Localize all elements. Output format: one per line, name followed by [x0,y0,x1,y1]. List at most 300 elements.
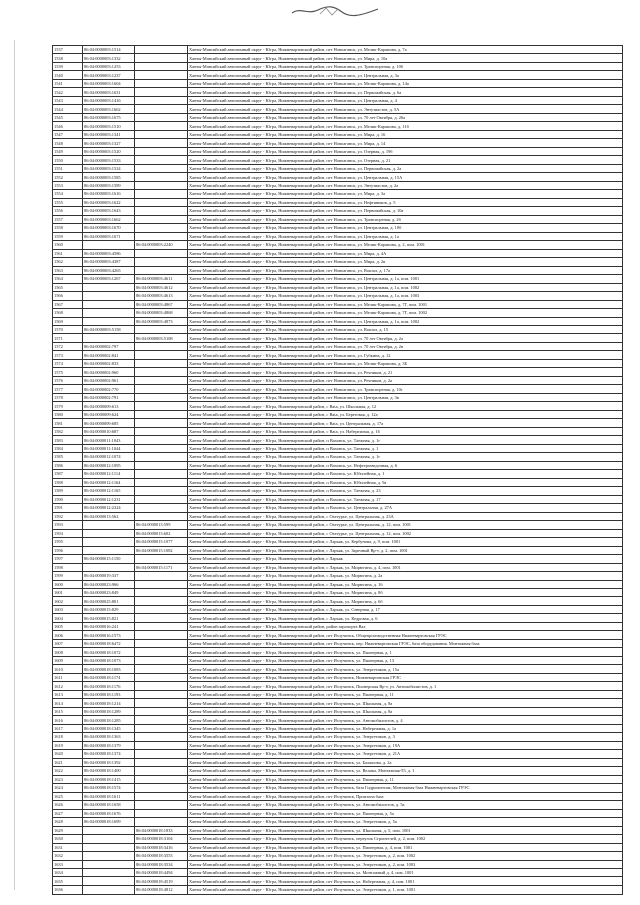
row-number-cell: 1577 [53,385,83,393]
cadastral-number-cell: 86:04:0000003:1671 [83,232,135,240]
premises-number-cell [135,784,188,792]
cadastral-number-cell: 86:04:0000002:841 [83,351,135,359]
address-cell: Ханты-Мансийский автономный округ - Югра, Нижневартовский район, пгт Новоаганск, ул. Вокзал, д. 17а [188,266,623,274]
row-number-cell: 1624 [53,784,83,792]
table-row [53,775,623,783]
row-number-cell: 1594 [53,529,83,537]
premises-number-cell [135,555,188,563]
table-row [53,733,623,741]
cadastral-number-cell: 86:04:0000003:1631 [83,88,135,96]
cadastral-number-cell: 86:04:0000015:821 [83,614,135,622]
cadastral-number-cell: 86:04:0000018:1658 [83,801,135,809]
premises-number-cell [135,359,188,367]
address-cell: Ханты-Мансийский автономный округ - Югра, Нижневартовский район, с Ларьяк, ул. Мирюгина, д. 16 [188,580,623,588]
table-row [53,342,623,350]
cadastral-number-cell [83,877,135,885]
row-number-cell: 1636 [53,885,83,894]
address-cell: Ханты-Мансийский автономный округ - Югра, Нижневартовский район, пгт Новоаганск, ул. Энтузиастов, д. 5А [188,105,623,113]
cadastral-number-cell [83,843,135,851]
cadastral-number-cell [83,241,135,249]
premises-number-cell [135,368,188,376]
premises-number-cell: 86:04:0000018:4812 [135,885,188,894]
premises-number-cell [135,266,188,274]
table-row [53,589,623,597]
row-number-cell: 1606 [53,631,83,639]
table-row [53,470,623,478]
row-number-cell: 1578 [53,393,83,401]
cadastral-number-cell: 86:04:0000018:1289 [83,707,135,715]
address-cell: Ханты-Мансийский автономный округ - Югра, Нижневартовский район, п Ваховск, ул. Таежная, д. 1 [188,444,623,452]
row-number-cell: 1557 [53,215,83,223]
table-row [53,393,623,401]
cadastral-number-cell: 86:04:0000018:1392 [83,758,135,766]
address-cell: Ханты-Мансийский автономный округ - Югра, Нижневартовский район, пгт Новоаганск, ул. Мира, д. 3а [188,190,623,198]
cadastral-number-cell: 86:04:0000003:4586 [83,249,135,257]
premises-number-cell: 86:04:0000018:3104 [135,835,188,843]
table-row [53,283,623,291]
table-row [53,309,623,317]
cadastral-number-cell: 86:04:0000023:966 [83,580,135,588]
address-cell: Ханты-Мансийский автономный округ - Югра, Нижневартовский район, с Ларьяк, ул. Заречный Вр-т, д. 2, пом. 1001 [188,546,623,554]
premises-number-cell [135,512,188,520]
address-cell: Ханты-Мансийский автономный округ - Югра, Нижневартовский район, пгт Новоаганск, ул. Мира, д. 4А [188,249,623,257]
table-row [53,368,623,376]
cadastral-number-cell: 86:04:0000003:1332 [83,54,135,62]
cadastral-number-cell [83,300,135,308]
cadastral-number-cell: 86:04:0000013:562 [83,512,135,520]
premises-number-cell [135,699,188,707]
address-cell: Ханты-Мансийский автономный округ - Югра, Нижневартовский район, пгт Излучинск, Нижневартовская ГРЭС [188,673,623,681]
premises-number-cell [135,232,188,240]
address-cell: Ханты-Мансийский автономный округ - Югра, Нижневартовский район, пгт Излучинск, Промзона база [188,792,623,800]
table-row [53,750,623,758]
table-row [53,241,623,249]
address-cell: Ханты-Мансийский автономный округ - Югра, Нижневартовский район, пгт Новоаганск, ул. Центральная, д. 4 [188,96,623,104]
table-row [53,232,623,240]
table-row [53,563,623,571]
premises-number-cell [135,139,188,147]
cadastral-number-cell: 86:04:0000018:6472 [83,639,135,647]
cadastral-number-cell: 86:04:0000010:687 [83,427,135,435]
cadastral-number-cell: 86:04:0000012:1074 [83,453,135,461]
scan-noise-mark [290,4,380,18]
cadastral-number-cell: 86:04:0000003:1533 [83,156,135,164]
premises-number-cell [135,122,188,130]
table-row [53,275,623,283]
cadastral-number-cell [83,521,135,529]
address-cell: Ханты-Мансийский автономный округ - Югра, Нижневартовский район, пгт Новоаганск, ул. Энтузиастов, д. 2а [188,181,623,189]
address-cell: Ханты-Мансийский автономный округ - Югра, Нижневартовский район, п Ваховск, ул. Нефтеразведочная, д. 6 [188,461,623,469]
cadastral-number-cell [83,835,135,843]
row-number-cell: 1580 [53,410,83,418]
address-cell: Ханты-Мансийский автономный округ - Югра, Нижневартовский район, пгт Излучинск, ул. Пионерная, д. 5а [188,809,623,817]
row-number-cell: 1540 [53,71,83,79]
row-number-cell: 1629 [53,826,83,834]
table-row [53,860,623,868]
table-row [53,656,623,664]
address-cell: Ханты-Мансийский автономный округ - Югра, Нижневартовский район, пгт Излучинск, ул. Школьная, д. 8а [188,707,623,715]
table-row [53,62,623,70]
row-number-cell: 1544 [53,105,83,113]
row-number-cell: 1592 [53,512,83,520]
row-number-cell: 1597 [53,555,83,563]
address-cell: Ханты-Мансийский автономный округ - Югра, Нижневартовский район, пгт Излучинск, ул. Пионерная, д. 11 [188,775,623,783]
cadastral-number-cell: 86:04:0000003:1675 [83,113,135,121]
table-row [53,555,623,563]
row-number-cell: 1562 [53,258,83,266]
row-number-cell: 1583 [53,436,83,444]
premises-number-cell [135,419,188,427]
address-cell: Ханты-Мансийский автономный округ - Югра, Нижневартовский район, пгт Новоаганск, ул. Мира, д. 14 [188,139,623,147]
address-cell: Ханты-Мансийский автономный округ - Югра, Нижневартовский район, пгт Новоаганск, ул. Первомайская, д. 6а [188,88,623,96]
cadastral-number-cell [83,563,135,571]
cadastral-number-cell: 86:04:0000016:241 [83,622,135,630]
table-row [53,546,623,554]
cadastral-number-cell: 86:04:0000018:1083 [83,665,135,673]
premises-number-cell [135,758,188,766]
address-cell: Ханты-Мансийский автономный округ - Югра, Нижневартовский район, пгт Новоаганск, ул. Губкина, д. 12 [188,351,623,359]
premises-number-cell [135,156,188,164]
address-cell: Ханты-Мансийский автономный округ - Югра, Нижневартовский район, пгт Излучинск, ул. Энергетиков, д. 1, пом. 1001 [188,885,623,894]
table-row [53,767,623,775]
premises-number-cell: 86:04:0000003:4613 [135,292,188,300]
address-cell: Ханты-Мансийский автономный округ - Югра, Нижневартовский район, с Ваta, ул. Центральная, д. 17а [188,419,623,427]
row-number-cell: 1607 [53,639,83,647]
row-number-cell: 1552 [53,173,83,181]
cadastral-number-cell: 86:04:0000002:960 [83,368,135,376]
row-number-cell: 1561 [53,249,83,257]
cadastral-number-cell: 86:04:0000003:1267 [83,275,135,283]
table-row [53,699,623,707]
premises-number-cell [135,682,188,690]
address-cell: Ханты-Мансийский автономный округ - Югра, Нижневартовский район, пгт Новоаганск, ул. Вокзал, д. 15 [188,325,623,333]
address-cell: Ханты-Мансийский автономный округ - Югра, Нижневартовский район, пгт Излучинск, ул. Энергетиков, д. 2, пом. 1003 [188,860,623,868]
premises-number-cell [135,258,188,266]
cadastral-number-cell: 86:04:0000018:1363 [83,733,135,741]
row-number-cell: 1627 [53,809,83,817]
premises-number-cell [135,351,188,359]
premises-number-cell [135,325,188,333]
premises-number-cell [135,648,188,656]
table-row [53,614,623,622]
table-row [53,164,623,172]
table-row [53,784,623,792]
row-number-cell: 1539 [53,62,83,70]
address-cell: Ханты-Мансийский автономный округ - Югра, Нижневартовский район, пгт Новоаганск, ул. Мелик-Карамова, д. 11б [188,122,623,130]
address-cell: Ханты-Мансийский автономный округ - Югра, Нижневартовский район, с Ларьяк, ул. Кедровая, д. 6 [188,614,623,622]
cadastral-number-cell: 86:04:0000018:1379 [83,741,135,749]
row-number-cell: 1588 [53,478,83,486]
table-row [53,597,623,605]
premises-number-cell: 86:04:0000015:1082 [135,546,188,554]
cadastral-number-cell: 86:04:0000018:1574 [83,784,135,792]
row-number-cell: 1575 [53,368,83,376]
premises-number-cell [135,572,188,580]
address-cell: Ханты-Мансийский автономный округ - Югра, Нижневартовский район, с Ваta, ул. Береговая, д. 12а [188,410,623,418]
cadastral-number-cell: 86:04:0000012:1095 [83,461,135,469]
row-number-cell: 1631 [53,843,83,851]
table-row [53,868,623,876]
premises-number-cell [135,249,188,257]
table-row [53,877,623,885]
premises-number-cell [135,181,188,189]
premises-number-cell [135,673,188,681]
row-number-cell: 1546 [53,122,83,130]
cadastral-number-cell: 86:04:0000011:1043 [83,436,135,444]
address-cell: Ханты-Мансийский автономный округ - Югра, Нижневартовский район, пгт Новоаганск, ул. Центральная, д. 15А [188,173,623,181]
cadastral-number-cell [83,538,135,546]
cadastral-number-cell: 86:04:0000003:1670 [83,224,135,232]
table-row [53,130,623,138]
address-cell: Ханты-Мансийский автономный округ - Югра, Нижневартовский район, пгт Новоаганск, ул. 70 лет Октября, д. 26а [188,113,623,121]
premises-number-cell: 86:04:0000013:599 [135,521,188,529]
row-number-cell: 1570 [53,325,83,333]
row-number-cell: 1617 [53,724,83,732]
row-number-cell: 1564 [53,275,83,283]
address-cell: Ханты-Мансийский автономный округ - Югра, Нижневартовский район, пгт Новоаганск, ул. 70 лет Октября, д. 2а [188,334,623,342]
row-number-cell: 1630 [53,835,83,843]
address-cell: Ханты-Мансийский автономный округ - Югра, Нижневартовский район, п Ваховск, ул. Юбилейная, д. 9а [188,478,623,486]
table-row [53,96,623,104]
table-row [53,71,623,79]
table-row [53,792,623,800]
table-row [53,716,623,724]
cadastral-number-cell: 86:04:0000018:1415 [83,775,135,783]
premises-number-cell [135,62,188,70]
row-number-cell: 1600 [53,580,83,588]
row-number-cell: 1598 [53,563,83,571]
premises-number-cell: 86:04:0000018:3534 [135,860,188,868]
cadastral-number-cell: 86:04:0000009:685 [83,419,135,427]
cadastral-number-cell: 86:04:0000003:4265 [83,266,135,274]
table-row [53,801,623,809]
premises-number-cell [135,113,188,121]
row-number-cell: 1571 [53,334,83,342]
cadastral-number-cell: 86:04:0000018:1073 [83,656,135,664]
address-cell: Ханты-Мансийский автономный округ - Югра, Нижневартовский район, пгт Излучинск, ул. Пионерная, д. 1 [188,648,623,656]
row-number-cell: 1545 [53,113,83,121]
table-row [53,190,623,198]
row-number-cell: 1587 [53,470,83,478]
premises-number-cell [135,54,188,62]
premises-number-cell: 86:04:0000003:4867 [135,300,188,308]
row-number-cell: 1538 [53,54,83,62]
premises-number-cell [135,393,188,401]
premises-number-cell [135,478,188,486]
premises-number-cell [135,622,188,630]
premises-number-cell [135,707,188,715]
premises-number-cell: 86:04:0000018:3416 [135,843,188,851]
premises-number-cell: 86:04:0000015:1077 [135,538,188,546]
table-row [53,249,623,257]
row-number-cell: 1590 [53,495,83,503]
cadastral-number-cell: 86:04:0000002:791 [83,393,135,401]
address-cell: Ханты-Мансийский автономный округ - Югра, Нижневартовский район, пгт Новоаганск, ул. Мира, д. 2в [188,258,623,266]
premises-number-cell [135,597,188,605]
address-cell: Ханты-Мансийский автономный округ - Югра, Нижневартовский район, пгт Новоаганск, ул. Первомайская, д. 2а [188,164,623,172]
row-number-cell: 1601 [53,589,83,597]
cadastral-number-cell: 86:04:0000012:1231 [83,495,135,503]
cadastral-number-cell: 86:04:0000018:1193 [83,690,135,698]
table-row [53,538,623,546]
premises-number-cell: 86:04:0000003:4611 [135,275,188,283]
row-number-cell: 1611 [53,673,83,681]
address-cell: Ханты-Мансийский автономный округ - Югра, Нижневартовский район, с Ларьяк, ул. Мирюгина, д. 4, пом. 1001 [188,563,623,571]
premises-number-cell: 86:04:0000015:1171 [135,563,188,571]
address-cell: Ханты-Мансийский автономный округ - Югра, Нижневартовский район, пгт Излучинск, ул. Школьная, д. 8а [188,699,623,707]
table-row [53,622,623,630]
address-cell: Ханты-Мансийский автономный округ - Югра, Нижневартовский район, пгт Новоаганск, ул. Центральная, д. 1а, пом. 1001 [188,275,623,283]
table-row [53,580,623,588]
cadastral-number-cell: 86:04:0000003:1327 [83,139,135,147]
address-cell: Ханты-Мансийский автономный округ - Югра, Нижневартовский район, пгт Новоаганск, ул. Озерная, д. 19б [188,147,623,155]
table-row [53,266,623,274]
table-row [53,724,623,732]
premises-number-cell [135,724,188,732]
row-number-cell: 1582 [53,427,83,435]
table-row [53,402,623,410]
table-row [53,487,623,495]
table-row [53,682,623,690]
premises-number-cell: 86:04:0000003:2240 [135,241,188,249]
row-number-cell: 1602 [53,597,83,605]
address-cell: Ханты-Мансийский автономный округ - Югра, Нижневартовский район, пгт Новоаганск, ул. Транспортная, д. 2б [188,215,623,223]
premises-number-cell [135,639,188,647]
table-row [53,572,623,580]
cadastral-number-cell: 86:04:0000003:5158 [83,325,135,333]
table-row [53,707,623,715]
premises-number-cell [135,580,188,588]
cadastral-number-cell: 86:04:0000009:624 [83,410,135,418]
row-number-cell: 1604 [53,614,83,622]
address-cell: Ханты-Мансийский автономный округ - Югра, Нижневартовский район, пгт Новоаганск, ул. Озерная, д. 21 [188,156,623,164]
address-cell: Ханты-Мансийский автономный округ - Югра, Нижневартовский район, пгт Излучинск, ул. Пионерная, д. 13 [188,656,623,664]
table-row [53,156,623,164]
cadastral-number-cell: 86:04:0000023:849 [83,589,135,597]
premises-number-cell: 86:04:0000003:4612 [135,283,188,291]
premises-number-cell [135,444,188,452]
address-cell: Ханты-Мансийский автономный округ - Югра, Нижневартовский район, пгт Излучинск, ул. Пионерная, д. 11 [188,690,623,698]
row-number-cell: 1566 [53,292,83,300]
cadastral-number-cell: 86:04:0000003:4387 [83,258,135,266]
premises-number-cell [135,801,188,809]
table-row [53,826,623,834]
premises-number-cell: 86:04:0000018:4519 [135,877,188,885]
row-number-cell: 1567 [53,300,83,308]
row-number-cell: 1633 [53,860,83,868]
cadastral-number-cell: 86:04:0000003:1514 [83,46,135,54]
premises-number-cell: 86:04:0000013:602 [135,529,188,537]
table-row [53,88,623,96]
row-number-cell: 1581 [53,419,83,427]
row-number-cell: 1568 [53,309,83,317]
row-number-cell: 1622 [53,767,83,775]
premises-number-cell [135,71,188,79]
row-number-cell: 1554 [53,190,83,198]
row-number-cell: 1609 [53,656,83,664]
address-cell: Ханты-Мансийский автономный округ - Югра, Нижневартовский район, пгт Излучинск, ул. Энергетиков, д. 3 [188,733,623,741]
row-number-cell: 1573 [53,351,83,359]
premises-number-cell: 86:04:0000018:4494 [135,868,188,876]
row-number-cell: 1579 [53,402,83,410]
address-cell: Ханты-Мансийский автономный округ - Югра, Нижневартовский район, пгт Новоаганск, ул. Центральная, д. 3а [188,71,623,79]
table-row [53,351,623,359]
address-cell: Ханты-Мансийский автономный округ - Югра, Нижневартовский район, с Ваta, ул. Школьная, д. 12 [188,402,623,410]
row-number-cell: 1620 [53,750,83,758]
table-row [53,512,623,520]
premises-number-cell: 86:04:0000018:1833 [135,826,188,834]
cadastral-number-cell: 86:04:0000003:1616 [83,190,135,198]
table-row [53,453,623,461]
premises-number-cell [135,656,188,664]
address-cell: Ханты-Мансийский автономный округ - Югра, Нижневартовский район, пгт Новоаганск, ул. Мира, д. 10а [188,54,623,62]
premises-number-cell [135,461,188,469]
address-cell: Ханты-Мансийский автономный округ - Югра, Нижневартовский район, пгт Новоаганск, ул. Центральная, д. 1а [188,232,623,240]
address-cell: Ханты-Мансийский автономный округ - Югра, Нижневартовский район, пгт Новоаганск, ул. Первомайская, д. 10а [188,207,623,215]
address-cell: Ханты-Мансийский автономный округ - Югра, Нижневартовский район, п Ваховск, ул. Таежная, д. 1г [188,453,623,461]
address-cell: Ханты-Мансийский автономный округ - Югра, Нижневартовский район, пгт Излучинск, база Гидромонтаж, Монтажная база Нижневартовская ГРЭС [188,784,623,792]
premises-number-cell [135,470,188,478]
row-number-cell: 1632 [53,852,83,860]
address-cell: Ханты-Мансийский автономный округ - Югра, Нижневартовский район, пгт Новоаганск, ул. Центральная, д. 1а, пом. 1003 [188,292,623,300]
cadastral-number-cell [83,868,135,876]
row-number-cell: 1635 [53,877,83,885]
table-row [53,852,623,860]
premises-number-cell [135,614,188,622]
premises-number-cell [135,46,188,54]
table-row [53,198,623,206]
cadastral-number-cell [83,317,135,325]
premises-number-cell [135,79,188,87]
cadastral-number-cell: 86:04:0000003:1510 [83,122,135,130]
premises-number-cell [135,190,188,198]
table-row [53,690,623,698]
table-row [53,300,623,308]
premises-number-cell [135,741,188,749]
table-row [53,147,623,155]
premises-number-cell [135,427,188,435]
address-cell: Ханты-Мансийский автономный округ - Югра, Нижневартовский район, пгт Излучинск, ул. Набережная, д. 1а [188,724,623,732]
address-cell: Ханты-Мансийский автономный округ - Югра, Нижневартовский район, пгт Новоаганск, ул. Транспортная, д. 10б [188,62,623,70]
cadastral-number-cell: 86:04:0000018:1174 [83,673,135,681]
row-number-cell: 1584 [53,444,83,452]
table-row [53,173,623,181]
cadastral-number-cell: 86:04:0000015:1150 [83,555,135,563]
cadastral-number-cell: 86:04:0000018:1345 [83,724,135,732]
cadastral-number-cell: 86:04:0000018:1374 [83,750,135,758]
address-cell: Ханты-Мансийский автономный округ - Югра, Нижневартовский район, пгт Излучинск, ул. Пионерная, д. 4, пом. 1001 [188,843,623,851]
premises-number-cell [135,504,188,512]
cadastral-number-cell [83,309,135,317]
premises-number-cell [135,342,188,350]
table-row [53,385,623,393]
table-row [53,673,623,681]
cadastral-number-cell: 86:04:0000015:829 [83,605,135,613]
table-row [53,258,623,266]
premises-number-cell [135,818,188,826]
cadastral-number-cell: 86:04:0000018:1176 [83,682,135,690]
row-number-cell: 1565 [53,283,83,291]
table-row [53,317,623,325]
table-row [53,46,623,54]
table-row [53,809,623,817]
table-row [53,224,623,232]
table-row [53,105,623,113]
premises-number-cell [135,733,188,741]
address-cell: Ханты-Мансийский автономный округ - Югра, Нижневартовский район, пгт Новоаганск, ул. Мелик-Карамова, д. 7Г, пом. 1001 [188,300,623,308]
address-cell: Ханты-Мансийский автономный округ - Югра, Нижневартовский район, с Ларьяк, ул. Мирюгина, д. 8б [188,589,623,597]
table-row [53,758,623,766]
